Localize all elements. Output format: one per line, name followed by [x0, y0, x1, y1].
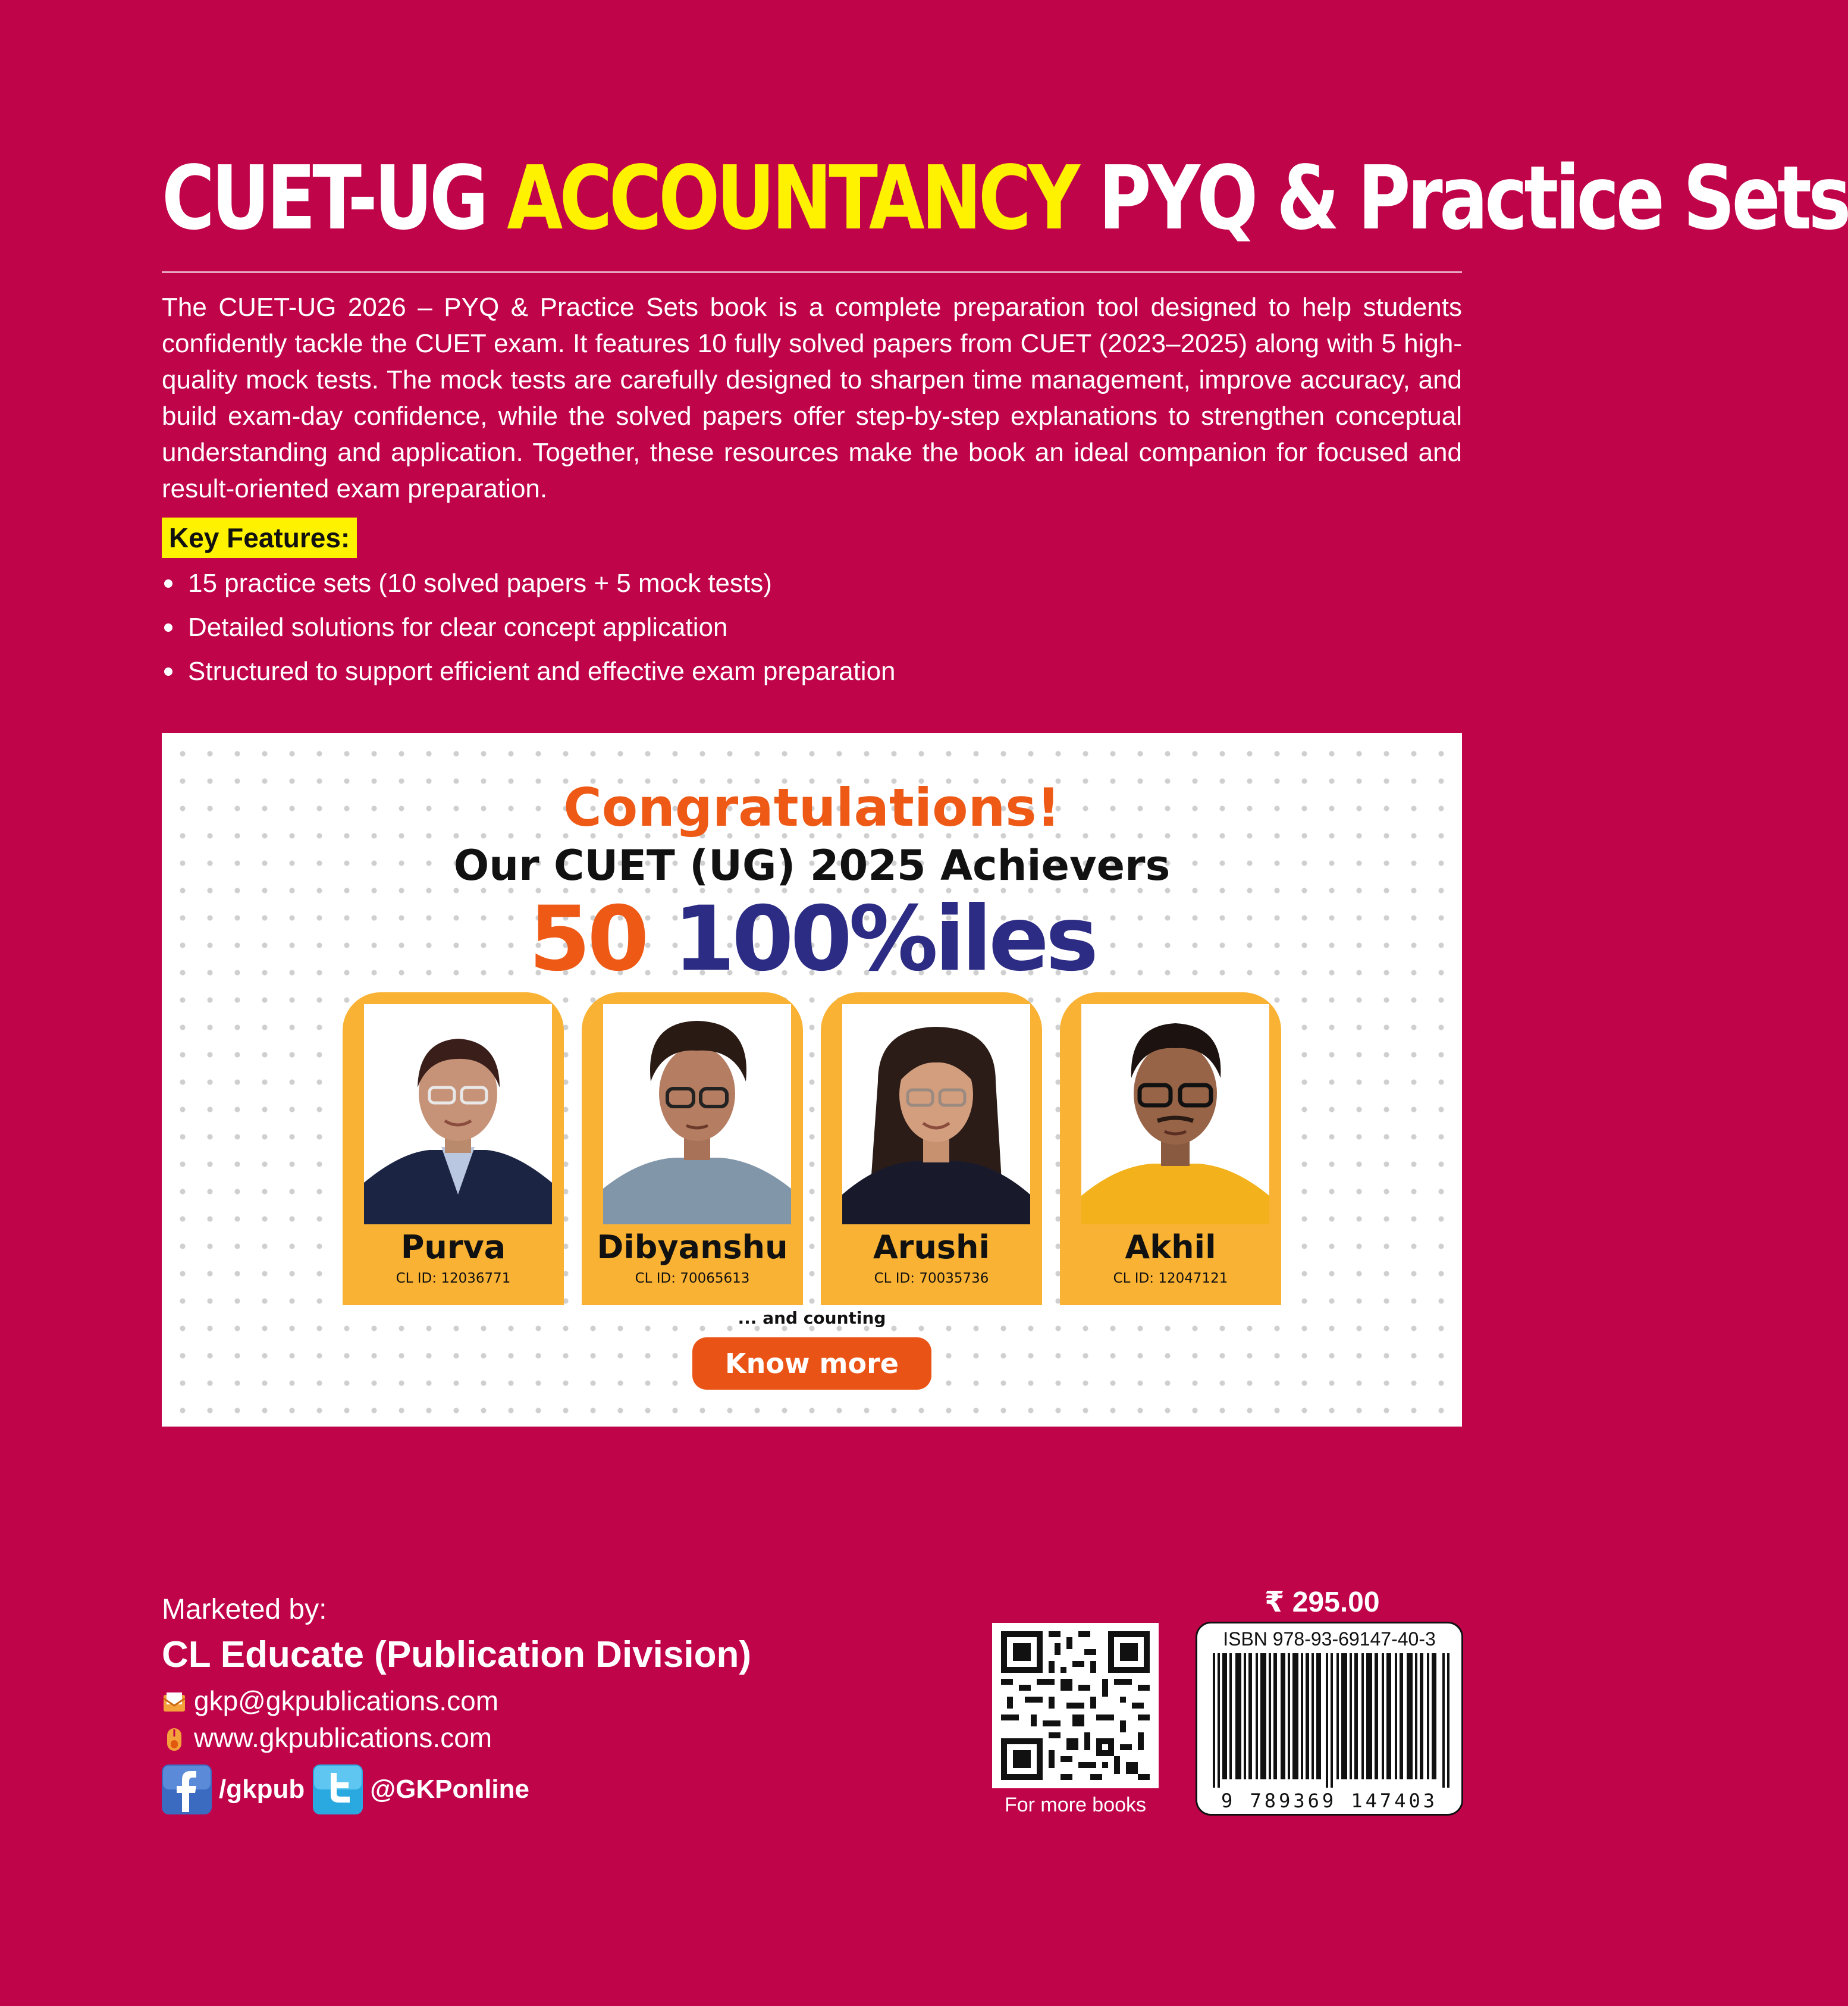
achiever-id: CL ID: 70035736 — [874, 1271, 989, 1286]
feature-item — [162, 606, 1232, 650]
email-icon — [162, 1688, 187, 1713]
feature-text: Structured to support efficient and effective exam preparation — [188, 657, 896, 686]
achiever-card — [1060, 992, 1281, 1305]
key-features-list — [162, 562, 1232, 694]
facebook-icon[interactable] — [162, 1764, 212, 1814]
feature-text: 15 practice sets (10 solved papers + 5 mock tests) — [188, 569, 772, 598]
isbn-text: ISBN 978-93-69147-40-3 — [1223, 1628, 1436, 1650]
achiever-photo — [603, 1004, 791, 1224]
congrats-heading: Congratulations! — [563, 777, 1061, 838]
book-description: The CUET-UG 2026 – PYQ & Practice Sets book is a complete preparation tool designed to help students confidently tackle the CUET exam. It features 10 fully solved papers from CUET (2023–2025) along with 5 high-quality mock tests. The mock tests are carefully designed to sharpen time management, improve accuracy, and build exam-day confidence, while the solved papers offer step-by-step explanations to strengthen conceptual understanding and application. Together, these resources make the book an ideal companion for focused and result-oriented exam preparation. — [162, 293, 1462, 503]
achiever-id: CL ID: 12047121 — [1113, 1271, 1228, 1286]
achiever-name: Purva — [400, 1228, 506, 1266]
twitter-handle[interactable]: @GKPonline — [370, 1775, 530, 1804]
achiever-id: CL ID: 12036771 — [396, 1271, 511, 1286]
price-label: ₹ 295.00 — [1265, 1587, 1380, 1618]
portrait-image — [603, 1004, 791, 1224]
achiever-card — [821, 992, 1042, 1305]
qr-caption: For more books — [1004, 1794, 1147, 1816]
achievers-banner — [162, 733, 1462, 1427]
key-features-label: Key Features: — [162, 518, 357, 558]
qr-code[interactable] — [992, 1623, 1159, 1788]
title-subject: ACCOUNTANCY — [507, 147, 1077, 249]
achiever-card — [343, 992, 564, 1305]
percentile-label: 100%iles — [673, 888, 1096, 991]
bullet-icon — [164, 579, 172, 588]
title-divider — [162, 271, 1462, 273]
facebook-handle[interactable]: /gkpub — [219, 1775, 305, 1804]
email-text[interactable]: gkp@gkpublications.com — [194, 1685, 499, 1716]
achiever-name: Arushi — [873, 1228, 990, 1266]
achiever-cards — [343, 992, 1282, 1305]
twitter-icon[interactable] — [313, 1764, 363, 1814]
achiever-photo — [364, 1004, 552, 1224]
feature-text: Detailed solutions for clear concept application — [188, 613, 728, 642]
achiever-photo — [842, 1004, 1030, 1224]
ean-number: 9 789369 147403 — [1221, 1789, 1438, 1812]
feature-item — [162, 650, 1232, 694]
portrait-image — [842, 1004, 1030, 1224]
social-links — [162, 1764, 538, 1814]
portrait-image — [1081, 1004, 1269, 1224]
title-suffix: PYQ & Practice Sets — [1077, 147, 1848, 249]
percentile-headline — [162, 889, 1462, 990]
achiever-name: Akhil — [1125, 1228, 1216, 1266]
email-contact — [162, 1684, 498, 1718]
achievers-heading: Our CUET (UG) 2025 Achievers — [453, 841, 1171, 890]
achiever-count: 50 — [528, 888, 646, 991]
marketed-by-label: Marketed by: — [162, 1594, 327, 1625]
achiever-name: Dibyanshu — [597, 1228, 788, 1266]
feature-item — [162, 562, 1232, 606]
achiever-card — [582, 992, 803, 1305]
website-text[interactable]: www.gkpublications.com — [194, 1722, 492, 1753]
portrait-image — [364, 1004, 552, 1224]
bullet-icon — [164, 623, 172, 632]
achiever-id: CL ID: 70065613 — [635, 1271, 750, 1286]
page-title — [162, 147, 1848, 249]
bullet-icon — [164, 667, 172, 676]
title-prefix: CUET-UG — [162, 147, 507, 249]
website-contact — [162, 1720, 492, 1755]
know-more-button[interactable]: Know more — [692, 1337, 931, 1390]
counting-text: ... and counting — [738, 1308, 886, 1328]
barcode — [1210, 1653, 1452, 1788]
achiever-photo — [1081, 1004, 1269, 1224]
qr-code-image — [1000, 1631, 1150, 1780]
publisher-name: CL Educate (Publication Division) — [162, 1634, 751, 1675]
isbn-barcode — [1196, 1622, 1463, 1816]
mouse-icon — [162, 1725, 187, 1750]
